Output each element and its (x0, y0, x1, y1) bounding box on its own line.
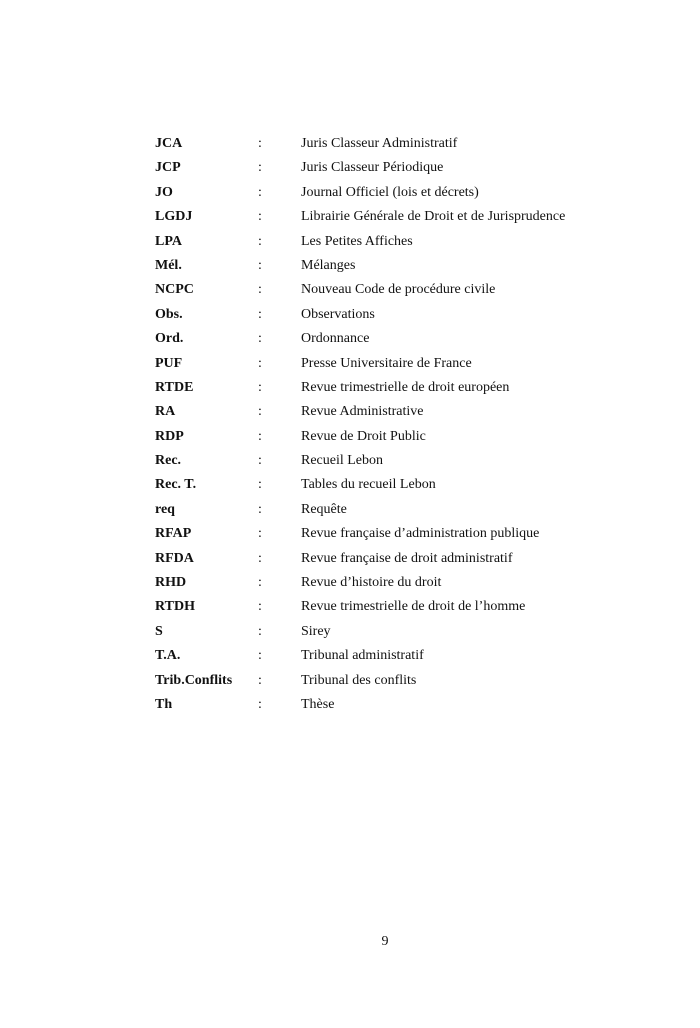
abbreviation-separator: : (258, 233, 262, 249)
abbreviation-meaning: Les Petites Affiches (301, 233, 413, 249)
abbreviation-separator: : (258, 575, 262, 591)
abbreviation-separator: : (258, 136, 262, 151)
abbreviation-row (155, 354, 585, 378)
abbreviation-term: req (155, 501, 175, 517)
abbreviation-row (155, 549, 585, 573)
abbreviation-list (155, 134, 585, 719)
abbreviation-row (155, 305, 585, 329)
abbreviation-row (155, 597, 585, 621)
abbreviation-term: JCP (155, 160, 181, 176)
abbreviation-row (155, 646, 585, 670)
abbreviation-meaning: Recueil Lebon (301, 453, 384, 469)
abbreviation-row (155, 524, 585, 548)
abbreviation-separator: : (258, 184, 262, 200)
abbreviation-meaning: Sirey (301, 623, 331, 639)
abbreviation-separator: : (258, 355, 262, 371)
abbreviation-separator: : (258, 428, 262, 444)
abbreviation-separator: : (258, 379, 262, 395)
abbreviation-separator: : (258, 282, 262, 298)
abbreviation-separator: : (258, 306, 262, 322)
abbreviation-row (155, 158, 585, 182)
abbreviation-term: Ord. (155, 331, 184, 347)
abbreviation-term: S (155, 623, 163, 639)
abbreviation-meaning: Librairie Générale de Droit et de Jurisprudence (301, 209, 566, 225)
abbreviation-meaning: Tables du recueil Lebon (301, 477, 436, 493)
abbreviation-meaning: Nouveau Code de procédure civile (301, 282, 496, 298)
abbreviation-row (155, 183, 585, 207)
abbreviation-meaning: Ordonnance (301, 331, 370, 347)
abbreviation-row (155, 134, 585, 158)
abbreviation-separator: : (258, 550, 262, 566)
abbreviation-meaning: Thèse (301, 696, 335, 712)
abbreviation-row (155, 329, 585, 353)
abbreviation-meaning: Juris Classeur Administratif (301, 136, 458, 151)
abbreviation-row (155, 427, 585, 451)
abbreviation-separator: : (258, 257, 262, 273)
abbreviation-separator: : (258, 696, 262, 712)
abbreviation-term: RTDE (155, 379, 194, 395)
abbreviation-term: Rec. (155, 453, 182, 469)
abbreviation-row (155, 500, 585, 524)
abbreviation-term: PUF (155, 355, 183, 371)
abbreviation-separator: : (258, 209, 262, 225)
abbreviation-separator: : (258, 477, 262, 493)
abbreviation-meaning: Tribunal administratif (301, 648, 424, 664)
abbreviation-row (155, 378, 585, 402)
abbreviation-meaning: Revue Administrative (301, 404, 424, 420)
abbreviation-term: RA (155, 404, 176, 420)
abbreviation-meaning: Requête (301, 501, 347, 517)
abbreviation-term: LGDJ (155, 209, 193, 225)
abbreviation-term: LPA (155, 233, 182, 249)
abbreviation-meaning: Revue trimestrielle de droit de l’homme (301, 599, 526, 615)
abbreviation-term: Mél. (155, 257, 182, 273)
abbreviation-meaning: Revue de Droit Public (301, 428, 426, 444)
abbreviation-term: RFDA (155, 550, 194, 566)
abbreviation-term: T.A. (155, 648, 181, 664)
abbreviation-separator: : (258, 623, 262, 639)
abbreviation-term: RFAP (155, 526, 192, 542)
page-number: 9 (381, 934, 389, 949)
abbreviation-term: RHD (155, 575, 187, 591)
abbreviation-term: Obs. (155, 306, 183, 322)
abbreviation-separator: : (258, 404, 262, 420)
abbreviation-row (155, 475, 585, 499)
abbreviation-term: Rec. T. (155, 477, 197, 493)
abbreviation-row (155, 573, 585, 597)
abbreviation-row (155, 402, 585, 426)
abbreviation-term: Trib.Conflits (155, 672, 233, 688)
abbreviation-meaning: Revue française d’administration publique (301, 526, 540, 542)
abbreviation-row (155, 232, 585, 256)
abbreviation-meaning: Tribunal des conflits (301, 672, 417, 688)
abbreviation-term: RTDH (155, 599, 195, 615)
abbreviation-separator: : (258, 599, 262, 615)
abbreviation-row (155, 280, 585, 304)
abbreviation-separator: : (258, 331, 262, 347)
abbreviation-row (155, 256, 585, 280)
abbreviation-meaning: Revue française de droit administratif (301, 550, 513, 566)
abbreviation-separator: : (258, 648, 262, 664)
abbreviation-separator: : (258, 501, 262, 517)
abbreviation-meaning: Revue trimestrielle de droit européen (301, 379, 510, 395)
abbreviation-separator: : (258, 526, 262, 542)
abbreviation-term: NCPC (155, 282, 194, 298)
abbreviation-meaning: Presse Universitaire de France (301, 355, 472, 371)
abbreviation-row (155, 695, 585, 719)
abbreviation-row (155, 451, 585, 475)
abbreviation-term: JO (155, 184, 173, 200)
abbreviation-separator: : (258, 453, 262, 469)
abbreviation-meaning: Observations (301, 306, 375, 322)
abbreviation-meaning: Mélanges (301, 257, 356, 273)
abbreviation-term: RDP (155, 428, 184, 444)
abbreviation-meaning: Revue d’histoire du droit (301, 575, 442, 591)
abbreviation-term: Th (155, 696, 173, 712)
abbreviation-term: JCA (155, 136, 183, 151)
abbreviation-separator: : (258, 672, 262, 688)
abbreviation-row (155, 207, 585, 231)
abbreviation-meaning: Journal Officiel (lois et décrets) (301, 184, 479, 200)
abbreviation-row (155, 671, 585, 695)
abbreviation-row (155, 622, 585, 646)
abbreviation-meaning: Juris Classeur Périodique (301, 160, 444, 176)
abbreviation-separator: : (258, 160, 262, 176)
